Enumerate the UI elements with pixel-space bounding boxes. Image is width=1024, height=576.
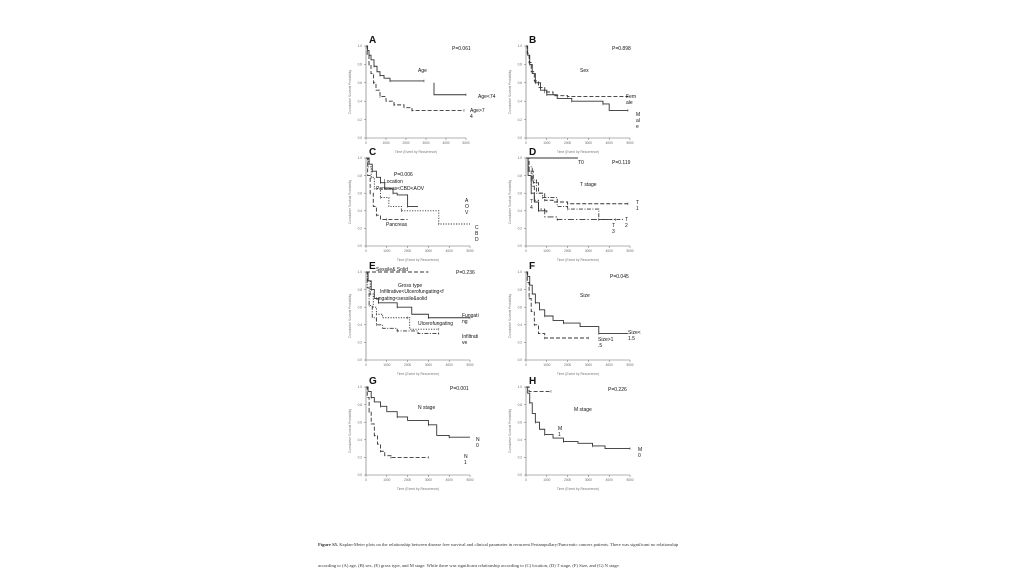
x-tick-label: 5000 [462,141,470,145]
y-tick-label: 0.6 [357,191,362,196]
y-tick-label: 0.8 [517,287,522,292]
x-tick-label: 3000 [584,141,592,145]
panel-subtitle: ungating<sessile&solid [376,296,428,302]
y-tick-label: 0.6 [357,305,362,310]
series-label-t1: T [636,200,640,206]
p-value: P=0.898 [612,46,631,52]
x-tick-label: 2000 [402,141,410,145]
y-tick-label: 0.2 [517,455,522,460]
y-tick-label: 0.6 [517,420,522,425]
x-tick-label: 0 [525,478,527,482]
panel-letter: D [529,147,537,158]
x-tick-label: 5000 [626,363,634,367]
series-label-infiltrative: Infiltrati [462,334,479,340]
x-tick-label: 2000 [404,478,412,482]
series-label-cbd: C [475,225,479,231]
y-tick-label: 0.6 [517,191,522,196]
panel-title: Size [580,293,590,299]
x-tick-label: 1000 [383,363,391,367]
y-axis-label: Cumulative Survival Probability [508,409,512,453]
y-tick-label: 0.8 [357,402,362,407]
km-curve-male [526,46,628,110]
x-tick-label: 3000 [584,478,592,482]
series-label-t4: 4 [530,205,533,211]
y-tick-label: 0.0 [357,136,362,141]
series-label-t4: T [530,199,534,205]
y-tick-label: 0.8 [517,402,522,407]
series-label-pancreas: Pancreas [386,222,408,228]
km-curve-age-74-tail [434,83,466,95]
y-axis-label: Cumulative Survival Probability [508,180,512,224]
series-label-cbd: B [475,231,479,237]
y-tick-label: 0.0 [517,473,522,478]
y-tick-label: 0.8 [357,62,362,67]
x-tick-label: 5000 [626,141,634,145]
x-tick-label: 2000 [564,478,572,482]
x-tick-label: 5000 [626,478,634,482]
y-tick-label: 0.4 [357,323,362,327]
x-tick-label: 2000 [404,363,412,367]
series-label-fungating: Fungati [462,313,479,319]
x-axis-label: Time (Event by Recurrence) [396,258,440,262]
series-label-sessile-solid: Sessile& Solid [376,267,408,273]
x-axis-label: Time (Event by Recurrence) [556,487,600,491]
panel-letter: G [369,376,377,387]
panel-title: Sex [580,68,589,74]
x-tick-label: 4000 [442,141,450,145]
y-tick-label: 0.4 [357,438,362,442]
series-label-age-74: Age<74 [478,94,496,100]
series-label-male: al [636,118,640,124]
y-axis-label: Cumulative Survival Probability [348,70,352,114]
x-axis-label: Time (Event by Recurrence) [556,372,600,376]
series-label-n1: 1 [464,460,467,466]
panel-title: Age [418,68,427,74]
series-label-aov: V [465,210,469,216]
y-axis-label: Cumulative Survival Probability [508,70,512,114]
x-tick-label: 5000 [466,363,474,367]
x-tick-label: 0 [365,249,367,253]
x-tick-label: 1000 [543,478,551,482]
series-label-size-1-5: 1.5 [628,336,635,342]
x-tick-label: 1000 [543,141,551,145]
series-label-t3: 3 [612,229,615,235]
figure-caption-text1: Kaplan-Meier plots on the relationship between disease free survival and clinical parameter in recurrent Periampullary/Pancreatic cancers patients. There was significant no relationship [339,542,679,547]
y-tick-label: 0.4 [517,438,522,442]
x-tick-label: 0 [365,141,367,145]
y-tick-label: 1.0 [517,385,522,390]
x-axis-label: Time (Event by Recurrence) [394,150,438,154]
p-value: P=0.006 [394,172,413,178]
series-label-female: Fem [626,94,636,100]
series-label-ulcerofungating: Ulcerofungating [418,321,454,327]
panel-letter: A [369,35,377,46]
x-tick-label: 1000 [543,363,551,367]
y-tick-label: 0.4 [517,99,522,104]
x-tick-label: 1000 [543,249,551,253]
km-panel-e [348,261,479,376]
panel-title: N stage [418,405,436,411]
y-tick-label: 0.2 [357,455,362,460]
series-label-age-74: 4 [470,114,473,120]
y-tick-label: 0.4 [357,99,362,104]
y-axis-label: Cumulative Survival Probability [508,294,512,338]
y-tick-label: 0.6 [357,420,362,425]
y-tick-label: 0.6 [357,81,362,85]
series-label-age-74: Age>7 [470,108,485,114]
km-curve-n1 [366,387,428,457]
km-curve-m0 [526,387,630,449]
series-label-t1: 1 [636,206,639,212]
km-panel-d [508,147,639,262]
series-label-size-1-5: Size>1 [598,337,614,343]
km-curve-size-1-5 [526,272,628,334]
x-tick-label: 4000 [445,363,453,367]
y-tick-label: 0.0 [357,358,362,363]
y-tick-label: 0.2 [357,340,362,345]
series-label-size-1-5: .5 [598,343,603,349]
figure-caption-label: Figure S5. [318,542,339,547]
x-tick-label: 0 [525,141,527,145]
p-value: P=0.061 [452,46,471,52]
x-tick-label: 4000 [605,249,613,253]
p-value: P=0.236 [456,270,475,276]
y-tick-label: 0.0 [517,136,522,141]
x-tick-label: 3000 [584,363,592,367]
x-tick-label: 3000 [422,141,430,145]
x-tick-label: 2000 [564,141,572,145]
y-tick-label: 1.0 [357,270,362,275]
figure-caption-line1 [318,542,1018,547]
x-tick-label: 3000 [424,249,432,253]
series-label-aov: A [465,198,469,204]
panel-subtitle: Pancreas<CBD<AOV [376,186,425,192]
series-label-fungating: ng [462,319,468,325]
km-panel-g [348,376,480,491]
x-axis-label: Time (Event by Recurrence) [396,487,440,491]
x-tick-label: 5000 [466,478,474,482]
x-tick-label: 4000 [445,478,453,482]
panel-letter: E [369,261,376,272]
series-label-female: ale [626,100,633,106]
y-tick-label: 0.0 [517,244,522,249]
x-tick-label: 0 [365,478,367,482]
series-label-m0: 0 [638,453,641,459]
y-tick-label: 0.8 [357,287,362,292]
x-tick-label: 0 [365,363,367,367]
panel-letter: H [529,376,537,387]
series-label-size-1-5: Size< [628,330,641,336]
y-tick-label: 0.6 [517,305,522,310]
y-tick-label: 0.4 [517,209,522,213]
series-label-infiltrative: ve [462,340,468,346]
x-axis-label: Time (Event by Recurrence) [556,150,600,154]
y-tick-label: 0.6 [517,81,522,85]
x-tick-label: 0 [525,363,527,367]
series-label-n0: N [476,437,480,443]
series-label-n1: N [464,454,468,460]
x-tick-label: 2000 [564,249,572,253]
panel-title: Location [384,179,403,185]
km-panel-b [508,35,640,154]
p-value: P=0.119 [612,160,631,166]
p-value: P=0.226 [608,387,627,393]
y-tick-label: 0.2 [517,340,522,345]
panel-letter: F [529,261,536,272]
km-panel-f [508,261,641,376]
panel-title: Gross type [398,283,423,289]
y-tick-label: 0.2 [357,226,362,231]
y-axis-label: Cumulative Survival Probability [348,409,352,453]
km-curve-m1 [526,387,551,391]
series-label-m0: M [638,447,643,453]
y-tick-label: 0.8 [357,173,362,178]
series-label-t3: T [612,223,616,229]
series-label-m1: M [558,426,563,432]
x-tick-label: 3000 [424,363,432,367]
y-tick-label: 0.0 [357,473,362,478]
km-curve-female [526,46,628,97]
km-curve-size-1-5 [526,272,588,338]
series-label-cbd: D [475,237,479,243]
series-label-m1: 1 [558,432,561,438]
y-tick-label: 0.8 [517,62,522,67]
km-curve-age-74 [366,46,424,81]
y-tick-label: 1.0 [357,156,362,161]
y-tick-label: 0.8 [517,173,522,178]
panel-subtitle: Infiltrative<Ulcerofungating<f [380,289,444,295]
y-tick-label: 0.4 [357,209,362,213]
series-label-aov: O [465,204,469,210]
x-tick-label: 4000 [605,141,613,145]
km-curve-age-74 [366,46,464,110]
x-tick-label: 2000 [564,363,572,367]
y-axis-label: Cumulative Survival Probability [348,294,352,338]
series-label-t2: T [625,217,629,223]
y-tick-label: 0.0 [357,244,362,249]
y-tick-label: 0.0 [517,358,522,363]
y-tick-label: 1.0 [517,270,522,275]
series-label-t2: 2 [625,223,628,229]
x-axis-label: Time (Event by Recurrence) [556,258,600,262]
y-tick-label: 0.2 [517,226,522,231]
p-value: P=0.045 [610,274,629,280]
y-tick-label: 0.2 [357,117,362,122]
figure-caption-line2: according to (A) age, (B) sex, (E) gross type, and M stage. While there was significant relationship according to (C) location, (D) T stage, (F) Size, and (G) N stage. [318,563,620,568]
y-tick-label: 1.0 [517,156,522,161]
x-tick-label: 3000 [584,249,592,253]
panel-title: M stage [574,407,592,413]
series-label-male: e [636,124,639,130]
x-tick-label: 1000 [383,478,391,482]
panel-letter: B [529,35,537,46]
y-tick-label: 1.0 [517,44,522,49]
x-tick-label: 4000 [605,363,613,367]
panel-title: T stage [580,182,597,188]
series-label-t0: T0 [578,160,584,166]
x-tick-label: 3000 [424,478,432,482]
y-axis-label: Cumulative Survival Probability [348,180,352,224]
series-label-male: M [636,112,641,118]
p-value: P=0.001 [450,386,469,392]
km-panel-c [348,147,479,262]
km-panel-a [348,35,496,154]
panel-letter: C [369,147,377,158]
y-tick-label: 0.4 [517,323,522,327]
x-tick-label: 2000 [404,249,412,253]
x-tick-label: 4000 [605,478,613,482]
x-tick-label: 0 [525,249,527,253]
km-panel-h [508,376,642,491]
y-tick-label: 0.2 [517,117,522,122]
km-curve-n0 [366,387,470,437]
x-tick-label: 1000 [383,249,391,253]
x-axis-label: Time (Event by Recurrence) [396,372,440,376]
y-tick-label: 1.0 [357,385,362,390]
x-tick-label: 5000 [626,249,634,253]
x-tick-label: 1000 [382,141,390,145]
y-tick-label: 1.0 [357,44,362,49]
x-tick-label: 5000 [466,249,474,253]
series-label-n0: 0 [476,443,479,449]
x-tick-label: 4000 [445,249,453,253]
